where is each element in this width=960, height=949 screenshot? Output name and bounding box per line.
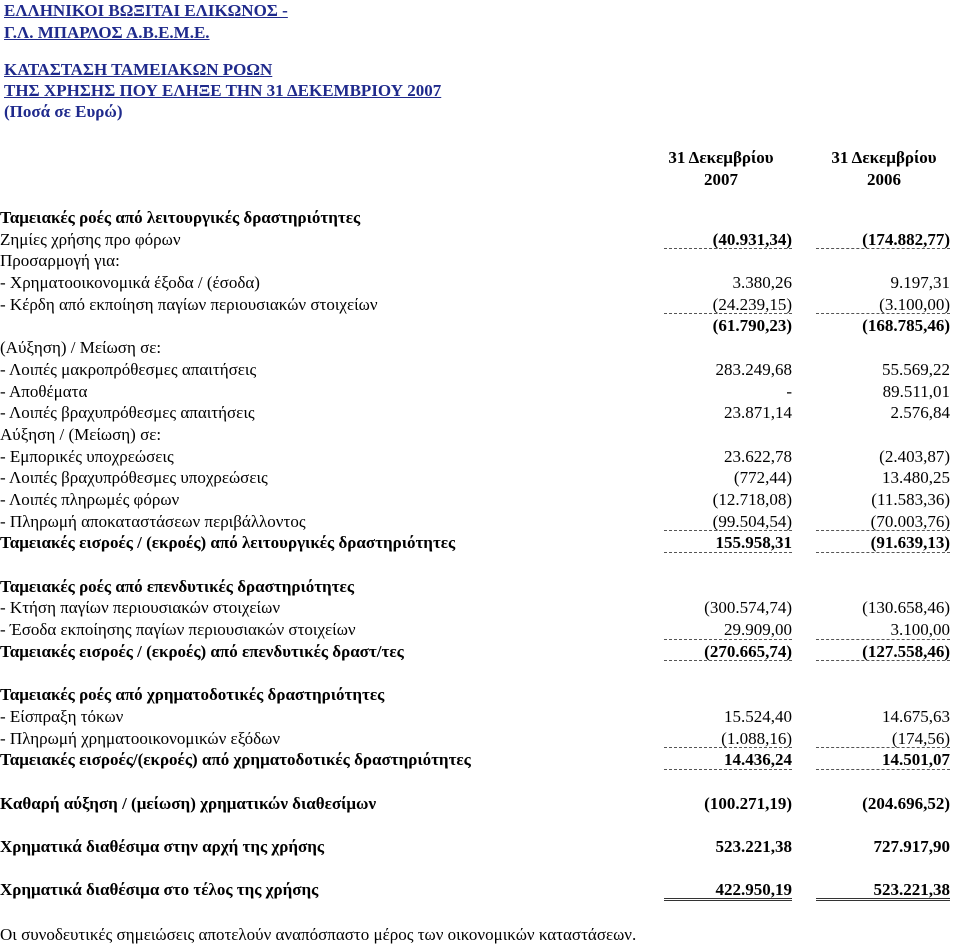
value-2007-cell (664, 446, 792, 468)
table-row (0, 229, 952, 251)
value-2007-cell (664, 793, 792, 815)
value-2006-cell (816, 684, 950, 706)
value-2006: 3.100,00 (890, 620, 950, 640)
row-label: Καθαρή αύξηση / (μείωση) χρηματικών διαθεσίμων (0, 793, 377, 813)
value-2007: 3.380,26 (732, 273, 792, 293)
table-row (0, 446, 952, 468)
value-2006-cell (816, 207, 950, 229)
value-2007-cell (664, 576, 792, 598)
table-row (0, 728, 952, 750)
table-row (0, 576, 952, 598)
table-row (0, 359, 952, 381)
currency-note: (Ποσά σε Ευρώ) (4, 102, 123, 121)
row-label: Ζημίες χρήσης προ φόρων (0, 229, 181, 249)
column-header-2007 (656, 147, 786, 191)
value-2006: (174,56) (891, 728, 950, 748)
value-2006: (127.558,46) (862, 641, 950, 661)
column-header-2006-year: 2006 (867, 170, 901, 189)
table-row (0, 858, 952, 880)
value-2006-cell (816, 446, 950, 468)
table-row (0, 793, 952, 815)
company-name-line2: Γ.Λ. ΜΠΑΡΛΟΣ Α.Β.Ε.Μ.Ε. (4, 23, 210, 42)
table-row (0, 207, 952, 229)
value-2006: (70.003,76) (870, 511, 950, 531)
row-label: Ταμειακές ροές από επενδυτικές δραστηριότητες (0, 576, 354, 596)
table-row (0, 597, 952, 619)
value-2006: 9.197,31 (890, 273, 950, 293)
value-2006-cell (816, 793, 950, 815)
value-2006-cell (816, 511, 950, 533)
value-2007: 23.622,78 (724, 446, 792, 466)
table-row (0, 706, 952, 728)
value-2006: (91.639,13) (870, 533, 950, 553)
row-label: - Λοιπές πληρωμές φόρων (0, 489, 180, 509)
column-header-2007-year: 2007 (704, 170, 738, 189)
table-row (0, 836, 952, 858)
value-2007-cell (664, 706, 792, 728)
value-2007: (270.665,74) (704, 641, 792, 661)
value-2006-cell (816, 641, 950, 663)
value-2006: 14.501,07 (882, 750, 950, 770)
value-2006: (3.100,00) (879, 294, 950, 314)
value-2007: (61.790,23) (712, 316, 792, 336)
row-label: Χρηματικά διαθέσιμα στο τέλος της χρήσης (0, 880, 319, 900)
table-row (0, 814, 952, 836)
row-label: Χρηματικά διαθέσιμα στην αρχή της χρήσης (0, 836, 325, 856)
value-2006: 523.221,38 (873, 880, 950, 900)
value-2007: (772,44) (733, 468, 792, 488)
value-2006-cell (816, 381, 950, 403)
statement-title-line2: ΤΗΣ ΧΡΗΣΗΣ ΠΟΥ ΕΛΗΞΕ ΤΗΝ 31 ΔΕΚΕΜΒΡΙΟΥ 2007 (4, 81, 442, 100)
value-2007-cell (664, 315, 792, 337)
company-name-line1: ΕΛΛΗΝΙΚΟΙ ΒΩΞΙΤΑΙ ΕΛΙΚΩΝΟΣ - (4, 1, 288, 20)
value-2006-cell (816, 619, 950, 641)
value-2006-cell (816, 728, 950, 750)
column-header-2006 (816, 147, 952, 191)
value-2007: (40.931,34) (712, 229, 792, 249)
value-2006-cell (816, 467, 950, 489)
value-2007-cell (664, 294, 792, 316)
table-row (0, 684, 952, 706)
value-2006: (204.696,52) (862, 793, 950, 813)
value-2007-cell (664, 728, 792, 750)
table-row (0, 294, 952, 316)
table-row (0, 467, 952, 489)
value-2007-cell (664, 619, 792, 641)
value-2006: 55.569,22 (882, 359, 950, 379)
value-2007: 23.871,14 (724, 403, 792, 423)
row-label: (Αύξηση) / Μείωση σε: (0, 338, 162, 358)
value-2007-cell (664, 684, 792, 706)
value-2007-cell (664, 229, 792, 251)
row-label: - Κέρδη από εκποίηση παγίων περιουσιακών στοιχείων (0, 294, 378, 314)
cash-flow-document (4, 0, 956, 123)
value-2007-cell (664, 272, 792, 294)
value-2006: (11.583,36) (871, 489, 950, 509)
value-2006-cell (816, 294, 950, 316)
value-2007-cell (664, 511, 792, 533)
row-label: - Λοιπές μακροπρόθεσμες απαιτήσεις (0, 359, 257, 379)
row-label: - Πληρωμή αποκαταστάσεων περιβάλλοντος (0, 511, 306, 531)
column-headers (0, 147, 952, 193)
value-2006-cell (816, 315, 950, 337)
value-2006-cell (816, 489, 950, 511)
value-2007: 422.950,19 (715, 880, 792, 900)
value-2006: 89.511,01 (882, 381, 950, 401)
table-row (0, 771, 952, 793)
value-2007: (99.504,54) (712, 511, 792, 531)
row-label: Προσαρμογή για: (0, 251, 120, 271)
value-2006-cell (816, 532, 950, 554)
value-2007-cell (664, 424, 792, 446)
table-row (0, 641, 952, 663)
value-2007-cell (664, 879, 792, 901)
row-label: - Πληρωμή χρηματοοικονομικών εξόδων (0, 728, 281, 748)
value-2007-cell (664, 597, 792, 619)
value-2006-cell (816, 424, 950, 446)
table-row (0, 511, 952, 533)
value-2006-cell (816, 576, 950, 598)
row-label: Ταμειακές ροές από λειτουργικές δραστηριότητες (0, 208, 361, 227)
row-label: - Έσοδα εκποίησης παγίων περιουσιακών στοιχείων (0, 620, 356, 640)
footnote: Οι συνοδευτικές σημειώσεις αποτελούν αναπόσπαστο μέρος των οικονομικών καταστάσεων. (0, 925, 637, 944)
row-label: - Είσπραξη τόκων (0, 706, 124, 726)
value-2007: 14.436,24 (724, 750, 792, 770)
value-2006: 727.917,90 (873, 836, 950, 856)
row-label: Ταμειακές εισροές / (εκροές) από λειτουργικές δραστηριότητες (0, 533, 456, 553)
value-2007-cell (664, 749, 792, 771)
table-row (0, 272, 952, 294)
value-2007-cell (664, 381, 792, 403)
table-row (0, 402, 952, 424)
value-2007-cell (664, 641, 792, 663)
row-label: - Λοιπές βραχυπρόθεσμες απαιτήσεις (0, 403, 255, 423)
company-name (4, 0, 956, 44)
value-2006: (174.882,77) (862, 229, 950, 249)
value-2006-cell (816, 229, 950, 251)
value-2007: (100.271,19) (704, 793, 792, 813)
value-2007-cell (664, 359, 792, 381)
column-header-2006-date: 31 Δεκεμβρίου (831, 148, 937, 167)
row-label: - Λοιπές βραχυπρόθεσμες υποχρεώσεις (0, 468, 268, 488)
row-label: Ταμειακές εισροές/(εκροές) από χρηματοδοτικές δραστηριότητες (0, 750, 471, 770)
value-2007-cell (664, 207, 792, 229)
value-2006-cell (816, 706, 950, 728)
value-2007: (12.718,08) (712, 489, 792, 509)
value-2007: (300.574,74) (704, 598, 792, 618)
value-2007: 283.249,68 (715, 359, 792, 379)
value-2006: 14.675,63 (882, 706, 950, 726)
row-label: Αύξηση / (Μείωση) σε: (0, 424, 162, 444)
value-2006-cell (816, 337, 950, 359)
table-row (0, 619, 952, 641)
value-2007-cell (664, 489, 792, 511)
value-2006-cell (816, 749, 950, 771)
value-2006-cell (816, 250, 950, 272)
value-2007: 155.958,31 (715, 533, 792, 553)
statement-title-line1: ΚΑΤΑΣΤΑΣΗ ΤΑΜΕΙΑΚΩΝ ΡΟΩΝ (4, 60, 273, 79)
row-label: Ταμειακές ροές από χρηματοδοτικές δραστηριότητες (0, 685, 385, 705)
value-2007: 15.524,40 (724, 706, 792, 726)
table-row (0, 554, 952, 576)
cash-flow-table (0, 207, 952, 901)
value-2006: (130.658,46) (862, 598, 950, 618)
value-2006-cell (816, 359, 950, 381)
row-label: - Κτήση παγίων περιουσιακών στοιχείων (0, 598, 281, 618)
row-label: Ταμειακές εισροές / (εκροές) από επενδυτικές δραστ/τες (0, 641, 404, 661)
value-2006-cell (816, 402, 950, 424)
table-row (0, 662, 952, 684)
value-2007-cell (664, 532, 792, 554)
value-2006: 2.576,84 (890, 403, 950, 423)
value-2007: 29.909,00 (724, 620, 792, 640)
value-2006-cell (816, 272, 950, 294)
row-label: - Εμπορικές υποχρεώσεις (0, 446, 174, 466)
value-2007: (24.239,15) (712, 294, 792, 314)
value-2006: (168.785,46) (862, 316, 950, 336)
value-2006: 13.480,25 (882, 468, 950, 488)
table-row (0, 532, 952, 554)
value-2007-cell (664, 402, 792, 424)
table-row (0, 337, 952, 359)
table-row (0, 749, 952, 771)
value-2006-cell (816, 836, 950, 858)
value-2007: (1.088,16) (721, 728, 792, 748)
table-row (0, 489, 952, 511)
value-2007: - (786, 381, 792, 401)
table-row (0, 879, 952, 901)
table-row (0, 381, 952, 403)
value-2006: (2.403,87) (879, 446, 950, 466)
value-2007: 523.221,38 (715, 836, 792, 856)
column-header-2007-date: 31 Δεκεμβρίου (668, 148, 774, 167)
row-label: - Χρηματοοικονομικά έξοδα / (έσοδα) (0, 273, 260, 293)
value-2007-cell (664, 467, 792, 489)
row-label: - Αποθέματα (0, 381, 88, 401)
value-2006-cell (816, 879, 950, 901)
value-2007-cell (664, 337, 792, 359)
value-2007-cell (664, 250, 792, 272)
value-2006-cell (816, 597, 950, 619)
value-2007-cell (664, 836, 792, 858)
table-row (0, 250, 952, 272)
table-row (0, 424, 952, 446)
statement-title (4, 59, 956, 123)
table-row (0, 315, 952, 337)
